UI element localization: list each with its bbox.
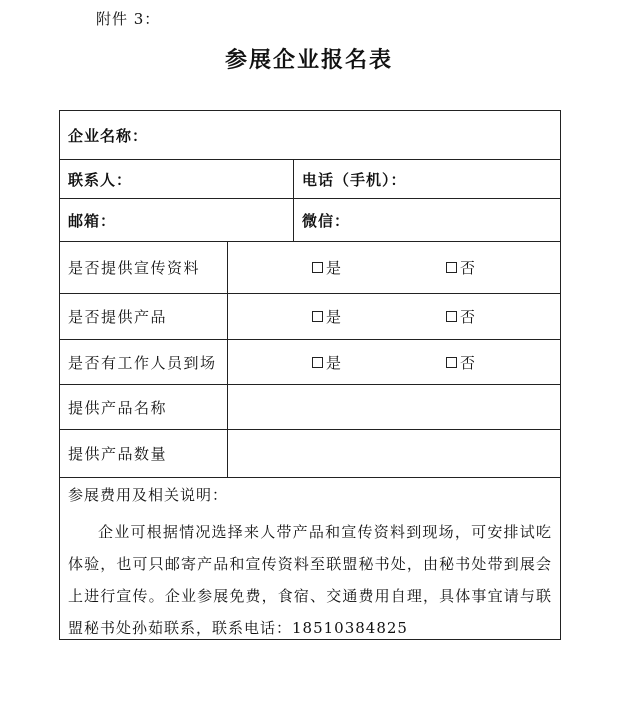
yes-label: 是 bbox=[326, 308, 342, 326]
question-label: 是否提供宣传资料 bbox=[68, 259, 201, 277]
product-qty-label: 提供产品数量 bbox=[68, 445, 168, 463]
contact-divider bbox=[293, 160, 294, 198]
checkbox-icon bbox=[312, 357, 323, 368]
email-divider bbox=[293, 199, 294, 241]
question-row-materials bbox=[60, 242, 560, 294]
no-checkbox[interactable] bbox=[446, 306, 475, 327]
question-divider bbox=[227, 242, 228, 293]
company-row bbox=[60, 111, 560, 160]
contact-label: 联系人： bbox=[68, 170, 133, 189]
product-name-label: 提供产品名称 bbox=[68, 398, 168, 417]
product-name-divider bbox=[227, 385, 228, 429]
company-name-label: 企业名称： bbox=[68, 126, 149, 145]
checkbox-icon bbox=[446, 311, 457, 322]
product-qty-divider bbox=[227, 430, 228, 477]
no-label: 否 bbox=[460, 308, 476, 326]
question-label: 是否有工作人员到场 bbox=[68, 353, 217, 372]
no-checkbox[interactable] bbox=[446, 257, 475, 278]
checkbox-icon bbox=[446, 357, 457, 368]
checkbox-icon bbox=[312, 262, 323, 273]
yes-label: 是 bbox=[326, 259, 342, 277]
wechat-label: 微信： bbox=[302, 211, 351, 230]
phone-label: 电话（手机）： bbox=[302, 170, 407, 189]
yes-checkbox[interactable] bbox=[312, 257, 341, 278]
question-row-staff bbox=[60, 340, 560, 385]
notes-title: 参展费用及相关说明： bbox=[68, 486, 229, 504]
checkbox-icon bbox=[312, 311, 323, 322]
no-label: 否 bbox=[460, 353, 476, 372]
question-row-products bbox=[60, 294, 560, 340]
notes-body: 企业可根据情况选择来人带产品和宣传资料到现场，可安排试吃体验，也可只邮寄产品和宣传资料至联盟秘书处，由秘书处带到展会上进行宣传。企业参展免费，食宿、交通费用自理，具体事宜请与联盟秘书处孙茹联系，联系电话：18510384825 bbox=[68, 523, 552, 637]
no-label: 否 bbox=[460, 259, 476, 277]
checkbox-icon bbox=[446, 262, 457, 273]
yes-checkbox[interactable] bbox=[312, 306, 341, 327]
contact-row bbox=[60, 160, 560, 199]
yes-checkbox[interactable] bbox=[312, 352, 341, 373]
product-name-row bbox=[60, 385, 560, 430]
form-title: 参展企业报名表 bbox=[224, 47, 393, 73]
email-label: 邮箱： bbox=[68, 211, 117, 230]
no-checkbox[interactable] bbox=[446, 352, 475, 373]
yes-label: 是 bbox=[326, 353, 342, 372]
attachment-label: 附件 3： bbox=[96, 10, 161, 28]
notes-section bbox=[60, 478, 560, 639]
question-divider bbox=[227, 340, 228, 384]
registration-form bbox=[59, 110, 561, 640]
product-qty-row bbox=[60, 430, 560, 478]
question-label: 是否提供产品 bbox=[68, 308, 168, 326]
question-divider bbox=[227, 294, 228, 339]
email-row bbox=[60, 199, 560, 242]
